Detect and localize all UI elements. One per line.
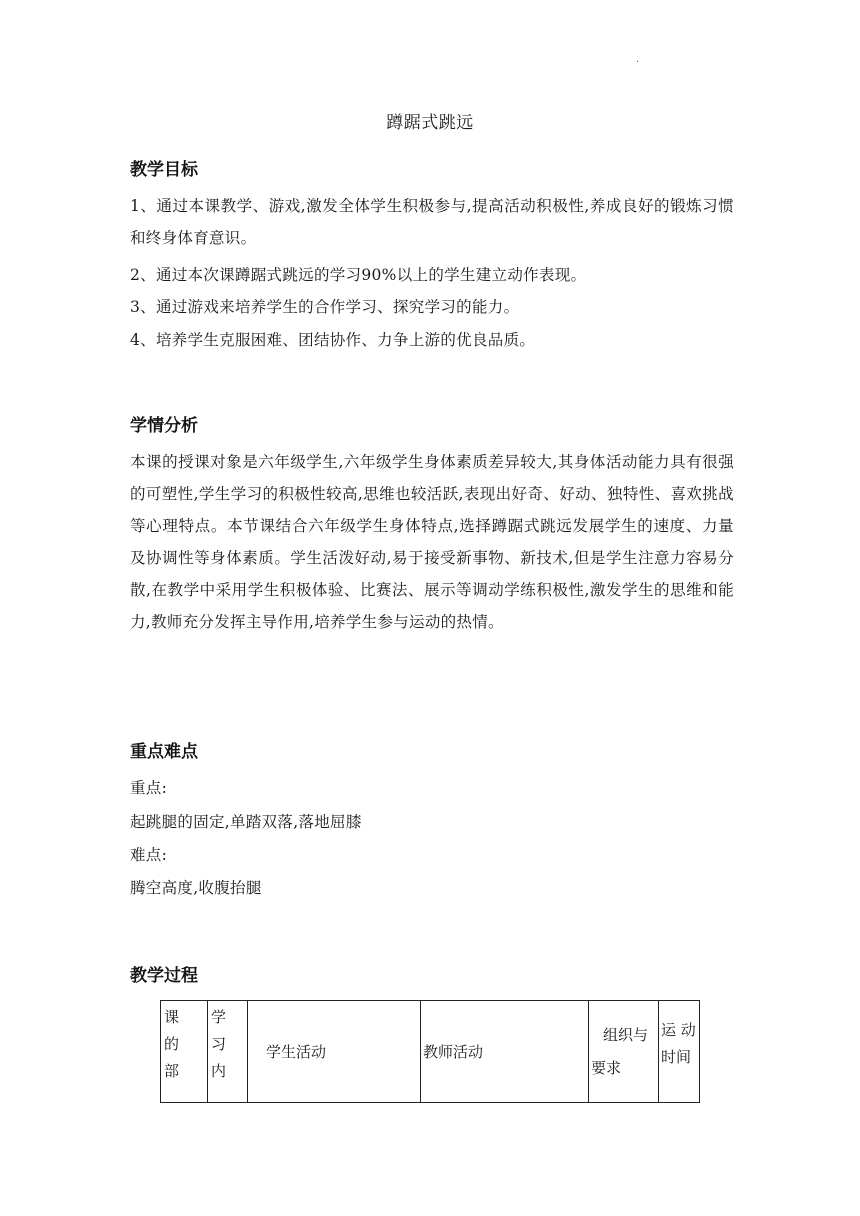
key-point-label: 重点: xyxy=(130,779,168,797)
header-cell-teacher-activity: 教师活动 xyxy=(421,1001,589,1103)
header-cell-time xyxy=(659,1001,700,1103)
page-mark: . xyxy=(636,54,640,65)
difficulty-label: 难点: xyxy=(130,846,168,864)
header-char: 内 xyxy=(211,1062,227,1080)
process-table xyxy=(160,1000,700,1103)
header-char: 部 xyxy=(164,1062,180,1080)
header-line: 时间 xyxy=(661,1048,692,1066)
heading-process: 教学过程 xyxy=(130,966,198,986)
header-cell-student-activity: 学生活动 xyxy=(248,1001,421,1103)
header-char: 的 xyxy=(164,1035,180,1053)
goal-item-2: 2、通过本次课蹲踞式跳远的学习90%以上的学生建立动作表现。 xyxy=(130,266,587,284)
header-cell-content xyxy=(208,1001,248,1103)
header-line: 要求 xyxy=(591,1058,622,1077)
header-char: 习 xyxy=(211,1035,227,1053)
header-char: 课 xyxy=(164,1008,180,1026)
heading-key-points: 重点难点 xyxy=(130,742,198,762)
analysis-paragraph: 本课的授课对象是六年级学生,六年级学生身体素质差异较大,其身体活动能力具有很强的可塑性,学生学习的积极性较高,思维也较活跃,表现出好奇、好动、独特性、喜欢挑战等心理特点。本节课结合六年级学生身体特点,选择蹲踞式跳远发展学生的速度、力量及协调性等身体素质。学生活泼好动,易于接受新事物、新技术,但是学生注意力容易分散,在教学中采用学生积极体验、比赛法、展示等调动学练积极性,激发学生的思维和能力,教师充分发挥主导作用,培养学生参与运动的热情。 xyxy=(130,453,734,631)
heading-analysis: 学情分析 xyxy=(130,416,198,436)
key-point-text: 起跳腿的固定,单踏双落,落地屈膝 xyxy=(130,813,362,831)
header-line: 运 动 xyxy=(661,1021,696,1039)
header-line: 组织与 xyxy=(603,1025,649,1044)
difficulty-text: 腾空高度,收腹抬腿 xyxy=(130,879,262,897)
header-cell-organization xyxy=(589,1001,659,1103)
table-header-row xyxy=(161,1001,700,1103)
document-title: 蹲踞式跳远 xyxy=(386,113,474,133)
goal-item-1: 1、通过本课教学、游戏,激发全体学生积极参与,提高活动积极性,养成良好的锻炼习惯和终身体育意识。 xyxy=(130,197,734,247)
goal-item-4: 4、培养学生克服困难、团结协作、力争上游的优良品质。 xyxy=(130,331,536,349)
heading-goals: 教学目标 xyxy=(130,160,198,180)
header-cell-part xyxy=(161,1001,208,1103)
header-char: 学 xyxy=(211,1008,227,1026)
goal-item-3: 3、通过游戏来培养学生的合作学习、探究学习的能力。 xyxy=(130,298,520,316)
